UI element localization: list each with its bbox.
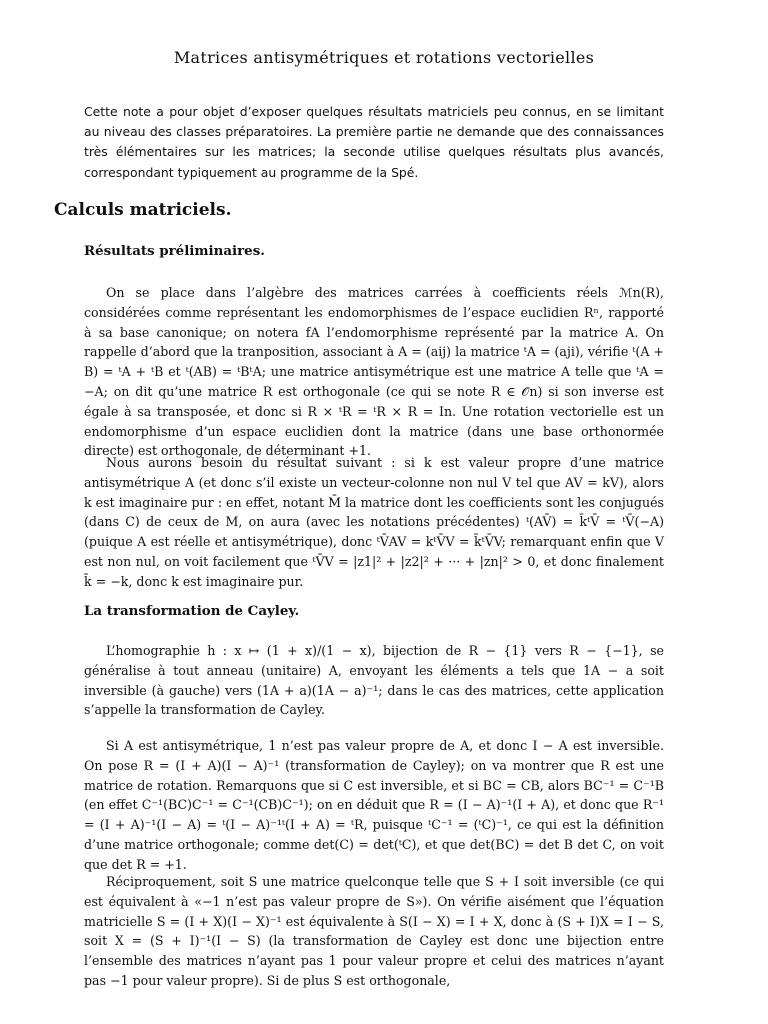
document-title: Matrices antisymétriques et rotations vectorielles (173, 48, 595, 67)
body-paragraph: On se place dans l’algèbre des matrices carrées à coefficients réels ℳn(R), considérées comme représentant les endomorphismes de l’espace euclidien Rⁿ, rapporté à sa base canonique; on notera fA l’endomorphisme représenté par la matrice A. On rappelle d’abord que la tranposition, associant à A = (aij) la matrice ᵗA = (aji), vérifie ᵗ(A + B) = ᵗA + ᵗB et ᵗ(AB) = ᵗBᵗA; une matrice antisymétrique est une matrice A telle que ᵗA = −A; on dit qu’une matrice R est orthogonale (ce qui se note R ∈ 𝒪n) si son inverse est égale à sa transposée, et donc si R × ᵗR = ᵗR × R = In. Une rotation vectorielle est un endomorphisme d’un espace euclidien dont la matrice (dans une base orthonormée directe) est orthogonale, de déterminant +1. (84, 285, 664, 459)
section-heading: Calculs matriciels. (54, 200, 232, 220)
body-paragraph: Nous aurons besoin du résultat suivant : si k est valeur propre d’une matrice antisymétrique A (et donc s’il existe un vecteur-colonne non nul V tel que AV = kV), alors k est imaginaire pur : en effet, notant M̄ la matrice dont les coefficients sont les conjugués (dans C) de ceux de M, on aura (avec les notations précédentes) ᵗ(AV̄) = k̄ᵗV̄ = ᵗV̄(−A) (puique A est réelle et antisymétrique), donc ᵗV̄AV = kᵗV̄V = k̄ᵗV̄V; remarquant enfin que V est non nul, on voit facilement que ᵗV̄V = |z1|² + |z2|² + ··· + |zn|² > 0, et donc finalement k̄ = −k, donc k est imaginaire pur. (84, 455, 664, 589)
abstract-paragraph: Cette note a pour objet d’exposer quelques résultats matriciels peu connus, en se limitant au niveau des classes préparatoires. La première partie ne demande que des connaissances très élémentaires sur les matrices; la seconde utilise quelques résultats plus avancés, correspondant typiquement au programme de la Spé. (84, 104, 664, 180)
body-paragraph: Si A est antisymétrique, 1 n’est pas valeur propre de A, et donc I − A est inversible. On pose R = (I + A)(I − A)⁻¹ (transformation de Cayley); on va montrer que R est une matrice de rotation. Remarquons que si C est inversible, et si BC = CB, alors BC⁻¹ = C⁻¹B (en effet C⁻¹(BC)C⁻¹ = C⁻¹(CB)C⁻¹); on en déduit que R = (I − A)⁻¹(I + A), et donc que R⁻¹ = (I + A)⁻¹(I − A) = ᵗ(I − A)⁻¹ᵗ(I + A) = ᵗR, puisque ᵗC⁻¹ = (ᵗC)⁻¹, ce qui est la définition d’une matrice orthogonale; comme det(C) = det(ᵗC), et que det(BC) = det B det C, on voit que det R = +1. (84, 738, 664, 872)
body-paragraph: Réciproquement, soit S une matrice quelconque telle que S + I soit inversible (ce qui est équivalent à «−1 n’est pas valeur propre de S»). On vérifie aisément que l’équation matricielle S = (I + X)(I − X)⁻¹ est équivalente à S(I − X) = I + X, donc à (S + I)X = I − S, soit X = (S + I)⁻¹(I − S) (la transformation de Cayley est donc une bijection entre l’ensemble des matrices n’ayant pas 1 pour valeur propre et celui des matrices n’ayant pas −1 pour valeur propre). Si de plus S est orthogonale, (84, 874, 664, 988)
subsection-heading-preliminary-results: Résultats préliminaires. (84, 243, 265, 259)
body-paragraph: L’homographie h : x ↦ (1 + x)/(1 − x), bijection de R − {1} vers R − {−1}, se généralise à tout anneau (unitaire) A, envoyant les éléments a tels que 1A − a soit inversible (à gauche) vers (1A + a)(1A − a)⁻¹; dans le cas des matrices, cette application s’appelle la transformation de Cayley. (84, 643, 664, 718)
subsection-heading-cayley-transform: La transformation de Cayley. (84, 603, 300, 619)
